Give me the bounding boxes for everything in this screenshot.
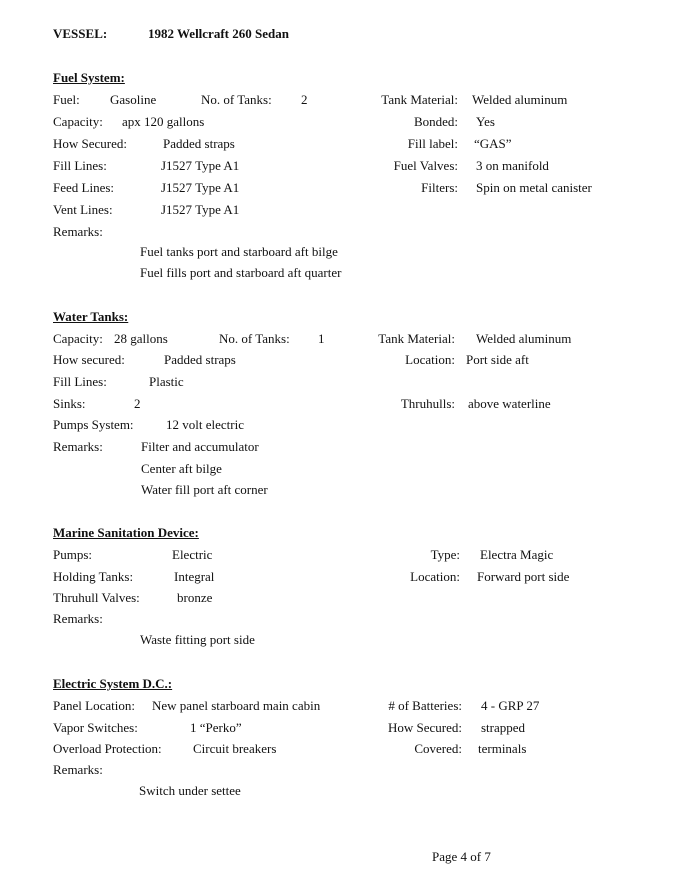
water-tanks-value: 1 <box>318 331 325 346</box>
fuel-tanks-label: No. of Tanks: <box>201 92 272 107</box>
fuel-vent-lines-label: Vent Lines: <box>53 202 113 217</box>
electric-overload-label: Overload Protection: <box>53 741 162 756</box>
msd-section-heading: Marine Sanitation Device: <box>53 525 199 540</box>
electric-overload-value: Circuit breakers <box>193 741 277 756</box>
water-remark-line: Center aft bilge <box>141 461 222 476</box>
water-secured-label: How secured: <box>53 352 125 367</box>
fuel-feed-lines-value: J1527 Type A1 <box>161 180 240 195</box>
water-remark-line: Water fill port aft corner <box>141 482 268 497</box>
fuel-type-label: Fuel: <box>53 92 80 107</box>
water-remark-line: Filter and accumulator <box>141 439 259 454</box>
electric-covered-value: terminals <box>478 741 527 756</box>
msd-pumps-label: Pumps: <box>53 547 93 562</box>
water-thruhulls-value: above waterline <box>468 396 551 411</box>
fuel-remarks-label: Remarks: <box>53 224 103 239</box>
fuel-type-value: Gasoline <box>110 92 157 107</box>
electric-vapor-value: 1 “Perko” <box>190 720 242 735</box>
water-sinks-value: 2 <box>134 396 141 411</box>
fuel-fill-lines-value: J1527 Type A1 <box>161 158 240 173</box>
fuel-secured-label: How Secured: <box>53 136 128 151</box>
fuel-feed-lines-label: Feed Lines: <box>53 180 115 195</box>
msd-remarks-label: Remarks: <box>53 611 103 626</box>
water-remarks-label: Remarks: <box>53 439 103 454</box>
water-pumps-label: Pumps System: <box>53 417 134 432</box>
msd-holding-value: Integral <box>174 569 215 584</box>
fuel-fill-label-label: Fill label: <box>407 136 458 151</box>
water-location-value: Port side aft <box>466 352 529 367</box>
msd-valves-label: Thruhull Valves: <box>53 590 140 605</box>
water-pumps-value: 12 volt electric <box>166 417 244 432</box>
msd-type-label: Type: <box>430 547 460 562</box>
fuel-fill-label-value: “GAS” <box>474 136 512 151</box>
fuel-bonded-label: Bonded: <box>413 114 458 129</box>
water-secured-value: Padded straps <box>164 352 236 367</box>
electric-secured-value: strapped <box>481 720 526 735</box>
water-tanks-label: No. of Tanks: <box>219 331 290 346</box>
water-fill-lines-value: Plastic <box>149 374 184 389</box>
msd-type-value: Electra Magic <box>480 547 554 562</box>
water-material-value: Welded aluminum <box>476 331 572 346</box>
fuel-bonded-value: Yes <box>476 114 495 129</box>
fuel-material-label: Tank Material: <box>381 92 458 107</box>
electric-batteries-label: # of Batteries: <box>388 698 462 713</box>
vessel-name: 1982 Wellcraft 260 Sedan <box>148 26 289 41</box>
fuel-remark-line: Fuel tanks port and starboard aft bilge <box>140 244 338 259</box>
fuel-capacity-label: Capacity: <box>53 114 103 129</box>
fuel-material-value: Welded aluminum <box>472 92 568 107</box>
fuel-fill-lines-label: Fill Lines: <box>53 158 107 173</box>
fuel-tanks-value: 2 <box>301 92 308 107</box>
electric-covered-label: Covered: <box>414 741 462 756</box>
msd-holding-label: Holding Tanks: <box>53 569 134 584</box>
msd-valves-value: bronze <box>177 590 213 605</box>
fuel-filters-value: Spin on metal canister <box>476 180 592 195</box>
electric-batteries-value: 4 - GRP 27 <box>481 698 540 713</box>
fuel-filters-label: Filters: <box>421 180 458 195</box>
water-thruhulls-label: Thruhulls: <box>400 396 455 411</box>
water-capacity-label: Capacity: <box>53 331 103 346</box>
electric-vapor-label: Vapor Switches: <box>53 720 138 735</box>
msd-pumps-value: Electric <box>172 547 213 562</box>
water-location-label: Location: <box>405 352 455 367</box>
electric-panel-value: New panel starboard main cabin <box>152 698 321 713</box>
msd-remark-line: Waste fitting port side <box>140 632 255 647</box>
electric-remark-line: Switch under settee <box>139 783 241 798</box>
fuel-capacity-value: apx 120 gallons <box>122 114 205 129</box>
water-fill-lines-label: Fill Lines: <box>53 374 107 389</box>
electric-secured-label: How Secured: <box>387 720 462 735</box>
fuel-section-heading: Fuel System: <box>53 70 125 85</box>
vessel-label: VESSEL: <box>53 26 108 41</box>
msd-location-label: Location: <box>410 569 460 584</box>
fuel-remark-line: Fuel fills port and starboard aft quarter <box>140 265 342 280</box>
fuel-secured-value: Padded straps <box>163 136 235 151</box>
water-capacity-value: 28 gallons <box>114 331 168 346</box>
electric-panel-label: Panel Location: <box>53 698 135 713</box>
electric-section-heading: Electric System D.C.: <box>53 676 173 691</box>
electric-remarks-label: Remarks: <box>53 762 103 777</box>
page-number: Page 4 of 7 <box>432 849 491 864</box>
msd-location-value: Forward port side <box>477 569 570 584</box>
fuel-valves-label: Fuel Valves: <box>393 158 458 173</box>
water-material-label: Tank Material: <box>378 331 455 346</box>
water-section-heading: Water Tanks: <box>53 309 129 324</box>
fuel-vent-lines-value: J1527 Type A1 <box>161 202 240 217</box>
fuel-valves-value: 3 on manifold <box>476 158 549 173</box>
water-sinks-label: Sinks: <box>53 396 86 411</box>
